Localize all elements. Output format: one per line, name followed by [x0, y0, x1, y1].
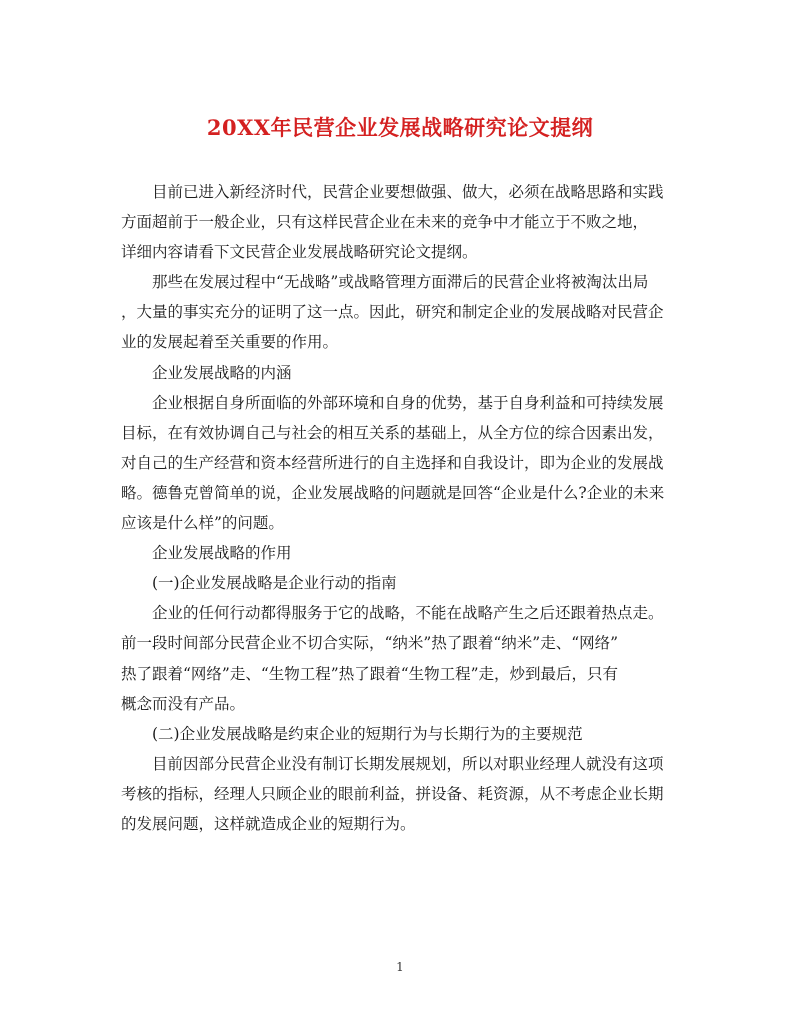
body-line: ，大量的事实充分的证明了这一点。因此，研究和制定企业的发展战略对民营企: [121, 303, 664, 322]
body-line: 目前因部分民营企业没有制订长期发展规划，所以对职业经理人就没有这项: [152, 754, 664, 773]
body-line: 的发展问题，这样就造成企业的短期行为。: [121, 814, 416, 833]
body-line: 概念而没有产品。: [121, 694, 246, 713]
document-title: 20XX年民营企业发展战略研究论文提纲: [206, 115, 594, 140]
body-line: 企业根据自身所面临的外部环境和自身的优势，基于自身利益和可持续发展: [152, 393, 664, 412]
body-line: 详细内容请看下文民营企业发展战略研究论文提纲。: [121, 243, 478, 262]
body-line: 那些在发展过程中“无战略”或战略管理方面滞后的民营企业将被淘汰出局: [152, 273, 649, 292]
document-body: [121, 177, 681, 839]
page-number: 1: [396, 960, 404, 974]
body-line: 方面超前于一般企业，只有这样民营企业在未来的竞争中才能立于不败之地，: [121, 213, 649, 232]
body-line: 目前已进入新经济时代，民营企业要想做强、做大，必须在战略思路和实践: [152, 183, 664, 201]
body-line: 企业的任何行动都得服务于它的战略，不能在战略产生之后还跟着热点走。: [152, 604, 664, 623]
body-line: 目标，在有效协调自己与社会的相互关系的基础上，从全方位的综合因素出发，: [121, 423, 664, 442]
body-line: 对自己的生产经营和资本经营所进行的自主选择和自我设计，即为企业的发展战: [121, 453, 664, 472]
body-line: 企业发展战略的作用: [152, 544, 292, 563]
body-line: 考核的指标，经理人只顾企业的眼前利益，拼设备、耗资源，从不考虑企业长期: [121, 784, 664, 803]
body-line: 业的发展起着至关重要的作用。: [121, 333, 339, 352]
body-line: 热了跟着“网络”走、“生物工程”热了跟着“生物工程”走，炒到最后，只有: [121, 664, 619, 683]
body-line: 前一段时间部分民营企业不切合实际，“纳米”热了跟着“纳米”走、“网络”: [121, 634, 619, 653]
body-line: 应该是什么样”的问题。: [121, 514, 284, 533]
body-line: (一)企业发展战略是企业行动的指南: [152, 574, 397, 593]
body-line: 略。德鲁克曾简单的说，企业发展战略的问题就是回答“企业是什么?企业的未来: [121, 483, 665, 502]
body-line: (二)企业发展战略是约束企业的短期行为与长期行为的主要规范: [152, 724, 583, 743]
body-line: 企业发展战略的内涵: [152, 363, 292, 382]
